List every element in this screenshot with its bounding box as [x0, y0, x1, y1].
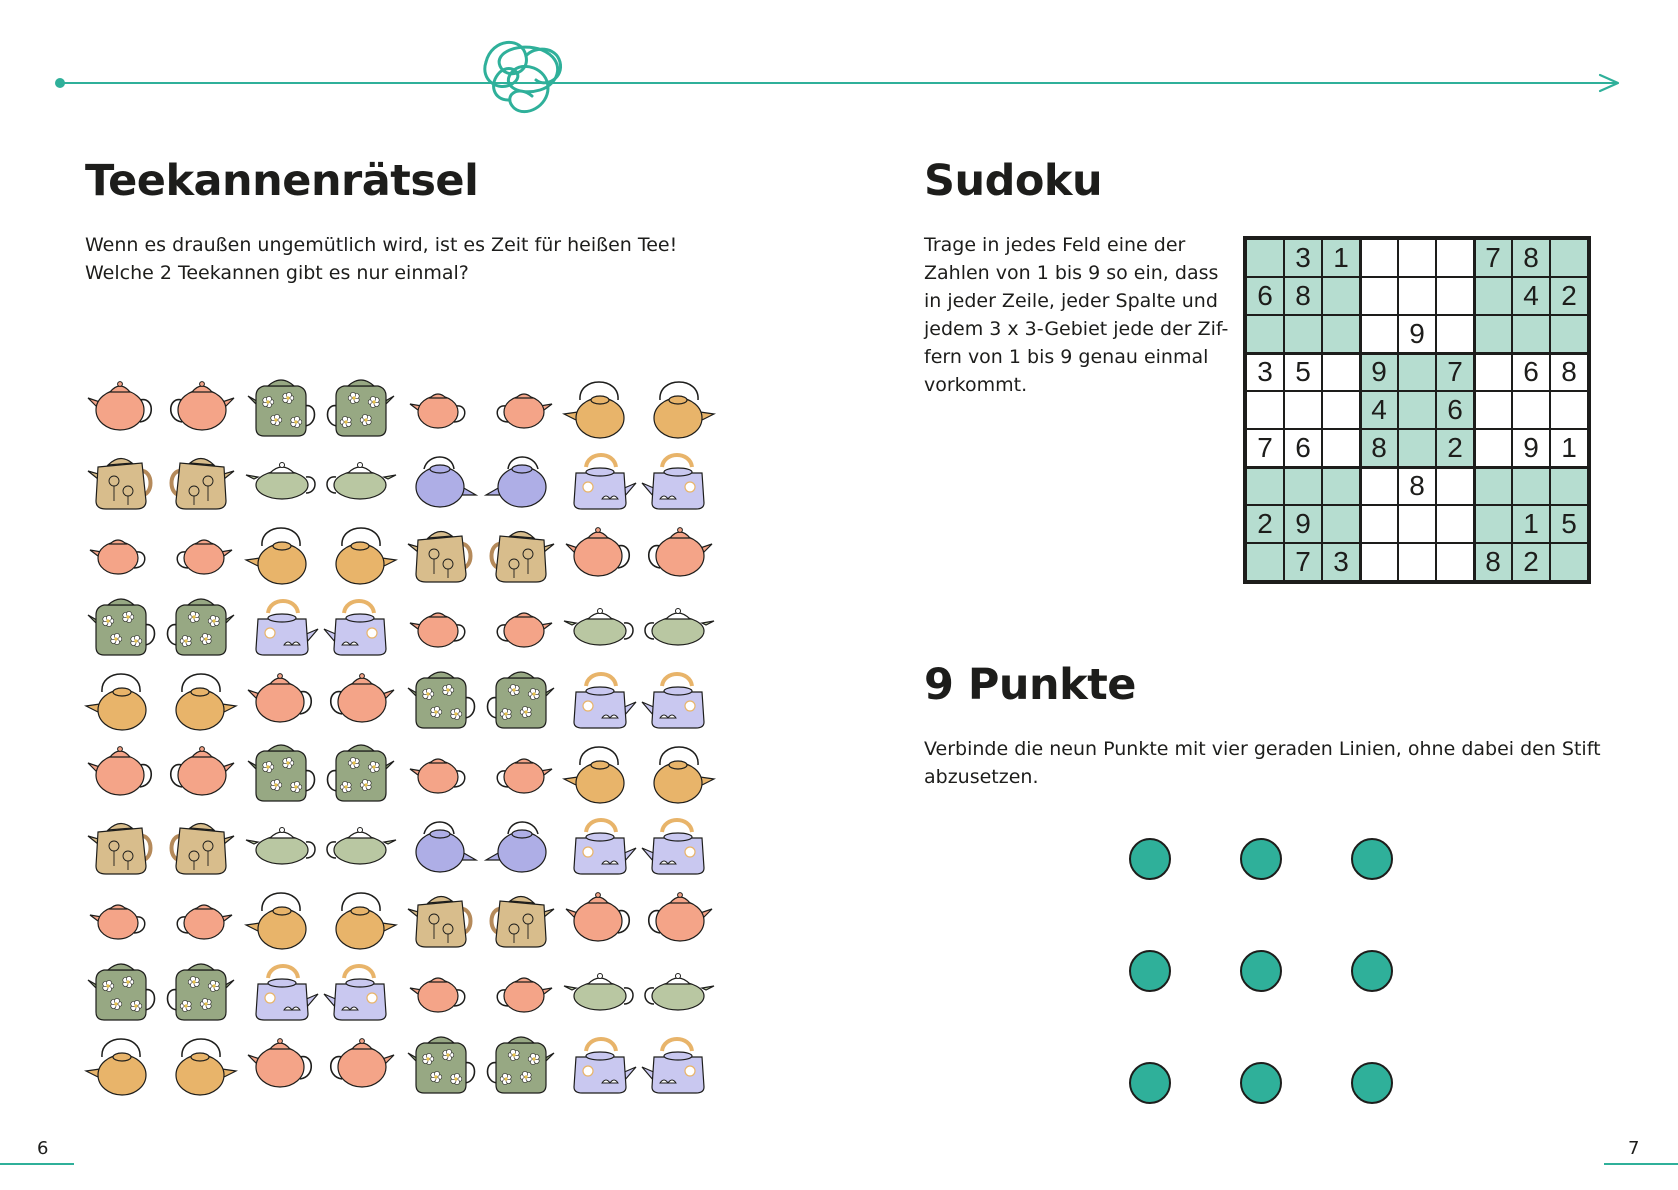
small-coral-teapot-icon[interactable] — [480, 585, 558, 663]
sudoku-grid — [1243, 236, 1591, 584]
round-coral-teapot-icon[interactable] — [84, 366, 162, 444]
kettle-gold-teapot-icon[interactable] — [244, 877, 322, 955]
sudoku-cell[interactable]: 7 — [1436, 353, 1474, 391]
sudoku-cell[interactable]: 2 — [1436, 429, 1474, 467]
dot[interactable] — [1351, 950, 1393, 992]
sudoku-cell[interactable]: 7 — [1246, 429, 1284, 467]
flat-sage-teapot-icon[interactable] — [320, 439, 398, 517]
sudoku-cell[interactable] — [1436, 277, 1474, 315]
sudoku-cell[interactable] — [1436, 467, 1474, 505]
flower-green-teapot-icon[interactable] — [244, 366, 322, 444]
kettle-gold-teapot-icon[interactable] — [638, 366, 716, 444]
small-coral-teapot-icon[interactable] — [84, 877, 162, 955]
sudoku-cell[interactable]: 4 — [1360, 391, 1398, 429]
sudoku-cell[interactable]: 8 — [1360, 429, 1398, 467]
header-ornament — [0, 0, 1678, 130]
poppy-tan-teapot-icon[interactable] — [84, 439, 162, 517]
sudoku-cell[interactable] — [1550, 239, 1588, 277]
small-coral-teapot-icon[interactable] — [404, 950, 482, 1028]
sudoku-cell[interactable] — [1284, 467, 1322, 505]
page-number-left: 6 — [37, 1138, 49, 1159]
sudoku-cell[interactable] — [1474, 353, 1512, 391]
round-coral-teapot-icon[interactable] — [320, 658, 398, 736]
sudoku-cell[interactable]: 2 — [1246, 505, 1284, 543]
poppy-tan-teapot-icon[interactable] — [404, 877, 482, 955]
round-coral-teapot-icon[interactable] — [638, 512, 716, 590]
flower-green-teapot-icon[interactable] — [320, 731, 398, 809]
sudoku-cell[interactable] — [1322, 391, 1360, 429]
round-coral-teapot-icon[interactable] — [160, 366, 238, 444]
sudoku-cell[interactable]: 6 — [1436, 391, 1474, 429]
sudoku-instruction-line-6: vorkommt. — [924, 374, 1028, 396]
dot[interactable] — [1240, 1062, 1282, 1104]
flower-green-teapot-icon[interactable] — [404, 658, 482, 736]
teapot-intro-line-1: Wenn es draußen ungemütlich wird, ist es Zeit für heißen Tee! — [85, 234, 678, 256]
sudoku-cell[interactable] — [1436, 543, 1474, 581]
small-coral-teapot-icon[interactable] — [160, 877, 238, 955]
cloud-lilac-teapot-icon[interactable] — [320, 585, 398, 663]
sudoku-cell[interactable] — [1322, 429, 1360, 467]
flat-sage-teapot-icon[interactable] — [562, 950, 640, 1028]
sudoku-instruction-line-1: Trage in jedes Feld eine der — [924, 234, 1186, 256]
sudoku-cell[interactable]: 9 — [1284, 505, 1322, 543]
sudoku-cell[interactable] — [1474, 429, 1512, 467]
sudoku-cell[interactable] — [1322, 315, 1360, 353]
sudoku-cell[interactable] — [1550, 315, 1588, 353]
sudoku-title: Sudoku — [924, 156, 1103, 206]
sudoku-cell[interactable] — [1322, 505, 1360, 543]
sudoku-cell[interactable] — [1550, 543, 1588, 581]
sudoku-cell[interactable] — [1474, 391, 1512, 429]
sudoku-cell[interactable]: 2 — [1550, 277, 1588, 315]
flower-green-teapot-icon[interactable] — [480, 658, 558, 736]
sudoku-cell[interactable]: 1 — [1512, 505, 1550, 543]
sudoku-cell[interactable]: 6 — [1246, 277, 1284, 315]
sudoku-box-divider — [1246, 466, 1588, 469]
cloud-lilac-teapot-icon[interactable] — [638, 439, 716, 517]
small-coral-teapot-icon[interactable] — [160, 512, 238, 590]
sudoku-cell[interactable]: 4 — [1512, 277, 1550, 315]
cloud-lilac-teapot-icon[interactable] — [638, 804, 716, 882]
lavender-teapot-icon[interactable] — [404, 439, 482, 517]
flower-green-teapot-icon[interactable] — [404, 1023, 482, 1101]
poppy-tan-teapot-icon[interactable] — [160, 439, 238, 517]
sudoku-cell[interactable] — [1246, 239, 1284, 277]
kettle-gold-teapot-icon[interactable] — [562, 366, 640, 444]
dot[interactable] — [1240, 950, 1282, 992]
kettle-gold-teapot-icon[interactable] — [160, 1023, 238, 1101]
sudoku-cell[interactable]: 3 — [1284, 239, 1322, 277]
sudoku-box-divider — [1359, 239, 1362, 581]
sudoku-cell[interactable]: 8 — [1512, 239, 1550, 277]
round-coral-teapot-icon[interactable] — [638, 877, 716, 955]
small-coral-teapot-icon[interactable] — [480, 950, 558, 1028]
round-coral-teapot-icon[interactable] — [84, 731, 162, 809]
dot[interactable] — [1351, 1062, 1393, 1104]
sudoku-box-divider — [1246, 352, 1588, 355]
round-coral-teapot-icon[interactable] — [160, 731, 238, 809]
kettle-gold-teapot-icon[interactable] — [160, 658, 238, 736]
dot[interactable] — [1240, 838, 1282, 880]
kettle-gold-teapot-icon[interactable] — [320, 877, 398, 955]
dot[interactable] — [1129, 1062, 1171, 1104]
sudoku-cell[interactable] — [1398, 429, 1436, 467]
flat-sage-teapot-icon[interactable] — [244, 439, 322, 517]
flat-sage-teapot-icon[interactable] — [638, 585, 716, 663]
sudoku-cell[interactable] — [1322, 467, 1360, 505]
sudoku-cell[interactable]: 8 — [1550, 353, 1588, 391]
flat-sage-teapot-icon[interactable] — [244, 804, 322, 882]
round-coral-teapot-icon[interactable] — [562, 512, 640, 590]
sudoku-instruction-line-3: in jeder Zeile, jeder Spalte und — [924, 290, 1218, 312]
sudoku-cell[interactable] — [1550, 391, 1588, 429]
sudoku-cell[interactable]: 6 — [1284, 429, 1322, 467]
sudoku-cell[interactable] — [1512, 391, 1550, 429]
sudoku-cell[interactable]: 8 — [1284, 277, 1322, 315]
sudoku-cell[interactable]: 3 — [1322, 543, 1360, 581]
sudoku-cell[interactable]: 2 — [1512, 543, 1550, 581]
poppy-tan-teapot-icon[interactable] — [480, 877, 558, 955]
lavender-teapot-icon[interactable] — [480, 804, 558, 882]
page-number-right: 7 — [1628, 1138, 1640, 1159]
flower-green-teapot-icon[interactable] — [320, 366, 398, 444]
sudoku-instruction-line-2: Zahlen von 1 bis 9 so ein, dass — [924, 262, 1219, 284]
sudoku-cell[interactable] — [1398, 505, 1436, 543]
poppy-tan-teapot-icon[interactable] — [84, 804, 162, 882]
sudoku-instruction-line-4: jedem 3 x 3-Gebiet jede der Zif- — [924, 318, 1229, 340]
header-rule-start-dot — [55, 78, 65, 88]
sudoku-cell[interactable]: 5 — [1284, 353, 1322, 391]
kettle-gold-teapot-icon[interactable] — [562, 731, 640, 809]
poppy-tan-teapot-icon[interactable] — [160, 804, 238, 882]
sudoku-cell[interactable] — [1322, 353, 1360, 391]
kettle-gold-teapot-icon[interactable] — [244, 512, 322, 590]
sudoku-cell[interactable] — [1284, 391, 1322, 429]
sudoku-cell[interactable]: 8 — [1474, 543, 1512, 581]
sudoku-cell[interactable]: 1 — [1322, 239, 1360, 277]
sudoku-cell[interactable] — [1284, 315, 1322, 353]
small-coral-teapot-icon[interactable] — [404, 366, 482, 444]
flower-green-teapot-icon[interactable] — [480, 1023, 558, 1101]
sudoku-cell[interactable] — [1436, 505, 1474, 543]
poppy-tan-teapot-icon[interactable] — [404, 512, 482, 590]
sudoku-cell[interactable] — [1474, 467, 1512, 505]
nine-dots-instruction-line-1: Verbinde die neun Punkte mit vier geraden Linien, ohne dabei den Stift — [924, 738, 1601, 760]
cloud-lilac-teapot-icon[interactable] — [244, 950, 322, 1028]
sudoku-cell[interactable] — [1436, 315, 1474, 353]
lavender-teapot-icon[interactable] — [404, 804, 482, 882]
sudoku-cell[interactable] — [1474, 277, 1512, 315]
cloud-lilac-teapot-icon[interactable] — [638, 658, 716, 736]
round-coral-teapot-icon[interactable] — [244, 658, 322, 736]
round-coral-teapot-icon[interactable] — [320, 1023, 398, 1101]
nine-dots-title: 9 Punkte — [924, 660, 1136, 710]
kettle-gold-teapot-icon[interactable] — [638, 731, 716, 809]
sudoku-cell[interactable] — [1398, 543, 1436, 581]
sudoku-cell[interactable] — [1360, 315, 1398, 353]
sudoku-cell[interactable] — [1398, 277, 1436, 315]
sudoku-cell[interactable] — [1512, 315, 1550, 353]
teapot-puzzle-title: Teekannenrätsel — [85, 156, 479, 206]
sudoku-cell[interactable] — [1512, 467, 1550, 505]
sudoku-box-divider — [1473, 239, 1476, 581]
lavender-teapot-icon[interactable] — [480, 439, 558, 517]
cloud-lilac-teapot-icon[interactable] — [244, 585, 322, 663]
sudoku-cell[interactable] — [1360, 505, 1398, 543]
cloud-lilac-teapot-icon[interactable] — [562, 1023, 640, 1101]
cloud-lilac-teapot-icon[interactable] — [638, 1023, 716, 1101]
sudoku-cell[interactable]: 1 — [1550, 429, 1588, 467]
dot[interactable] — [1129, 838, 1171, 880]
sudoku-cell[interactable] — [1398, 353, 1436, 391]
sudoku-instruction-line-5: fern von 1 bis 9 genau einmal — [924, 346, 1209, 368]
small-coral-teapot-icon[interactable] — [404, 585, 482, 663]
sudoku-cell[interactable]: 7 — [1284, 543, 1322, 581]
round-coral-teapot-icon[interactable] — [562, 877, 640, 955]
sudoku-cell[interactable] — [1246, 315, 1284, 353]
flower-green-teapot-icon[interactable] — [84, 950, 162, 1028]
cloud-lilac-teapot-icon[interactable] — [562, 804, 640, 882]
flower-green-teapot-icon[interactable] — [84, 585, 162, 663]
sudoku-cell[interactable] — [1360, 277, 1398, 315]
round-coral-teapot-icon[interactable] — [244, 1023, 322, 1101]
cloud-lilac-teapot-icon[interactable] — [562, 439, 640, 517]
sudoku-cell[interactable] — [1360, 467, 1398, 505]
footer-rule-right — [1604, 1163, 1678, 1165]
sudoku-cell[interactable]: 7 — [1474, 239, 1512, 277]
kettle-gold-teapot-icon[interactable] — [84, 658, 162, 736]
sudoku-cell[interactable] — [1474, 505, 1512, 543]
kettle-gold-teapot-icon[interactable] — [84, 1023, 162, 1101]
small-coral-teapot-icon[interactable] — [84, 512, 162, 590]
footer-rule-left — [0, 1163, 74, 1165]
sudoku-cell[interactable] — [1246, 467, 1284, 505]
sudoku-cell[interactable] — [1360, 543, 1398, 581]
flower-green-teapot-icon[interactable] — [160, 585, 238, 663]
sudoku-cell[interactable] — [1246, 391, 1284, 429]
dot[interactable] — [1351, 838, 1393, 880]
small-coral-teapot-icon[interactable] — [480, 366, 558, 444]
cloud-lilac-teapot-icon[interactable] — [562, 658, 640, 736]
sudoku-cell[interactable] — [1322, 277, 1360, 315]
flat-sage-teapot-icon[interactable] — [320, 804, 398, 882]
sudoku-cell[interactable]: 9 — [1398, 315, 1436, 353]
cloud-lilac-teapot-icon[interactable] — [320, 950, 398, 1028]
sudoku-cell[interactable] — [1398, 391, 1436, 429]
sudoku-cell[interactable]: 6 — [1512, 353, 1550, 391]
sudoku-cell[interactable] — [1360, 239, 1398, 277]
kettle-gold-teapot-icon[interactable] — [320, 512, 398, 590]
sudoku-cell[interactable] — [1474, 315, 1512, 353]
nine-dots-instruction-line-2: abzusetzen. — [924, 766, 1039, 788]
sudoku-cell[interactable] — [1436, 239, 1474, 277]
squiggle-knot-icon — [485, 42, 561, 111]
sudoku-cell[interactable]: 9 — [1512, 429, 1550, 467]
teapot-intro-line-2: Welche 2 Teekannen gibt es nur einmal? — [85, 262, 469, 284]
sudoku-cell[interactable]: 9 — [1360, 353, 1398, 391]
sudoku-cell[interactable]: 8 — [1398, 467, 1436, 505]
sudoku-cell[interactable] — [1246, 543, 1284, 581]
teapot-grid — [84, 366, 710, 1106]
sudoku-cell[interactable]: 3 — [1246, 353, 1284, 391]
flower-green-teapot-icon[interactable] — [160, 950, 238, 1028]
flat-sage-teapot-icon[interactable] — [638, 950, 716, 1028]
small-coral-teapot-icon[interactable] — [480, 731, 558, 809]
flat-sage-teapot-icon[interactable] — [562, 585, 640, 663]
dot[interactable] — [1129, 950, 1171, 992]
sudoku-cell[interactable] — [1398, 239, 1436, 277]
sudoku-cell[interactable]: 5 — [1550, 505, 1588, 543]
flower-green-teapot-icon[interactable] — [244, 731, 322, 809]
sudoku-cell[interactable] — [1550, 467, 1588, 505]
small-coral-teapot-icon[interactable] — [404, 731, 482, 809]
poppy-tan-teapot-icon[interactable] — [480, 512, 558, 590]
